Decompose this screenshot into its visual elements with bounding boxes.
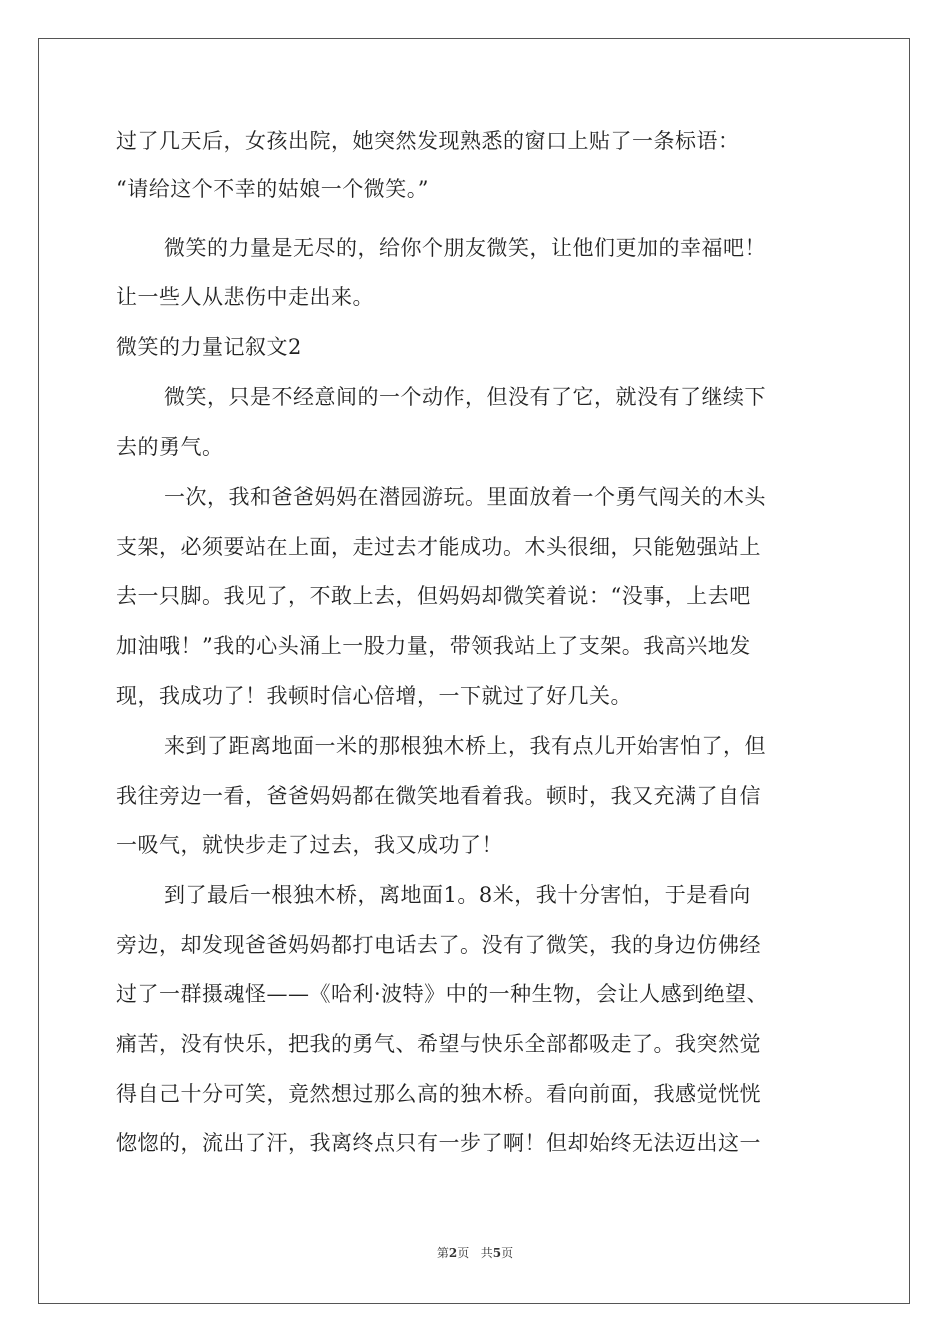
- text-line: 去的勇气。: [116, 435, 224, 459]
- text-line: 让一些人从悲伤中走出来。: [116, 285, 374, 309]
- paragraph-start: 来到了距离地面一米的那根独木桥上，我有点儿开始害怕了，但: [164, 734, 766, 758]
- text-line: 我往旁边一看，爸爸妈妈都在微笑地看着我。顿时，我又充满了自信: [116, 784, 761, 808]
- text-line: 得自己十分可笑，竟然想过那么高的独木桥。看向前面，我感觉恍恍: [116, 1082, 761, 1106]
- paragraph-start: 到了最后一根独木桥，离地面1。8米，我十分害怕，于是看向: [164, 883, 751, 907]
- paragraph-start: 一次，我和爸爸妈妈在潜园游玩。里面放着一个勇气闯关的木头: [164, 485, 766, 509]
- text-line: 加油哦！”我的心头涌上一股力量，带领我站上了支架。我高兴地发: [116, 634, 751, 658]
- total-page-number: 5: [492, 1246, 502, 1260]
- text-line: “请给这个不幸的姑娘一个微笑。”: [116, 177, 429, 201]
- text-line: 过了几天后，女孩出院，她突然发现熟悉的窗口上贴了一条标语：: [116, 129, 740, 153]
- total-prefix: 共: [480, 1246, 493, 1260]
- section-heading: 微笑的力量记叙文2: [116, 335, 302, 359]
- text-line: 惚惚的，流出了汗，我离终点只有一步了啊！但却始终无法迈出这一: [116, 1131, 761, 1155]
- text-line: 一吸气，就快步走了过去，我又成功了！: [116, 833, 503, 857]
- current-page-number: 2: [448, 1246, 458, 1260]
- text-line: 去一只脚。我见了，不敢上去，但妈妈却微笑着说：“没事，上去吧: [116, 584, 751, 608]
- paragraph-start: 微笑，只是不经意间的一个动作，但没有了它，就没有了继续下: [164, 385, 766, 409]
- paragraph-start: 微笑的力量是无尽的，给你个朋友微笑，让他们更加的幸福吧！: [164, 236, 766, 260]
- page-prefix: 第: [436, 1246, 449, 1260]
- text-line: 旁边，却发现爸爸妈妈都打电话去了。没有了微笑，我的身边仿佛经: [116, 933, 761, 957]
- text-line: 现，我成功了！我顿时信心倍增，一下就过了好几关。: [116, 684, 632, 708]
- page-border: [38, 38, 910, 1304]
- text-line: 支架，必须要站在上面，走过去才能成功。木头很细，只能勉强站上: [116, 535, 761, 559]
- page-footer: [0, 1244, 950, 1261]
- text-line: 痛苦，没有快乐，把我的勇气、希望与快乐全部都吸走了。我突然觉: [116, 1032, 761, 1056]
- total-suffix: 页: [501, 1246, 514, 1260]
- text-line: 过了一群摄魂怪——《哈利·波特》中的一种生物，会让人感到绝望、: [116, 982, 769, 1006]
- page-suffix: 页: [457, 1246, 470, 1260]
